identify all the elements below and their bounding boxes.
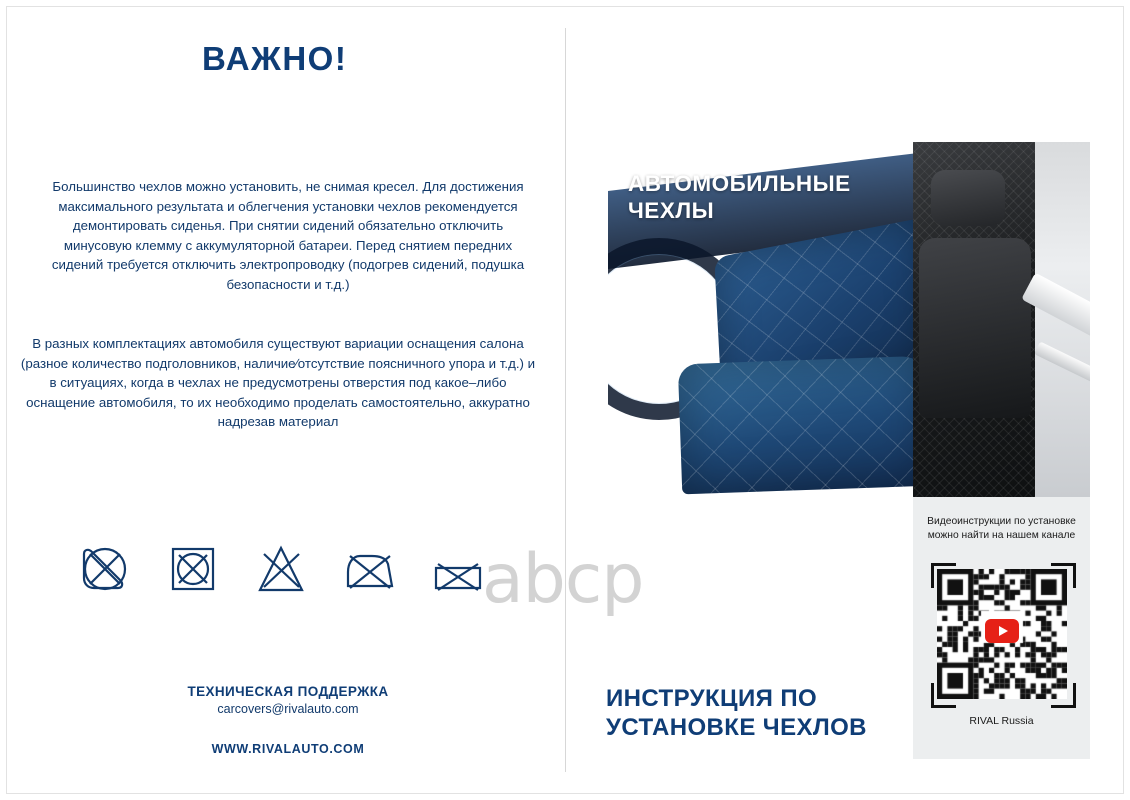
door-trim-shape [1034,341,1090,406]
qr-instruction-text: Видеоинструкции по установке можно найти на нашем канале [927,516,1076,541]
hero-image [608,142,1090,497]
warning-paragraph-1: Большинство чехлов можно установить, не снимая кресел. Для достижения максимального результата и облегчения установки чехлов рекомендуется демонтировать сиденья. При снятии сидений обязательно отключить минусовую клемму с аккумуляторной батареи. Перед снятием передних сидений требуется отключить электропроводку (подогрев сидений, подушка безопасности и т.д.) [51,179,525,292]
warning-paragraph-2: В разных комплектациях автомобиля существуют вариации оснащения салона (разное количество подголовников, наличие∕отсутствие поясничного упора и т.д.) и в ситуациях, когда в чехлах не предусмотрены отверстия под какое–либо оснащение автомобиля, то их необходимо проделать самостоятельно, аккуратно надрезав материал [20,336,536,429]
play-triangle-icon [999,626,1008,636]
qr-channel-name: RIVAL Russia [969,715,1034,727]
no-dry-clean-icon [430,542,486,598]
page-title: ВАЖНО! [202,40,348,77]
right-panel [566,12,1118,788]
hero-title: АВТОМОБИЛЬНЫЕ ЧЕХЛЫ [628,171,851,223]
instruction-heading: ИНСТРУКЦИЯ ПО УСТАНОВКЕ ЧЕХЛОВ [606,685,867,741]
care-symbols-row [78,542,498,612]
support-block [12,684,564,716]
left-panel [12,12,644,788]
abcp-watermark: abcp [482,540,644,619]
seat-shape [919,238,1031,418]
qr-card [913,497,1090,759]
website-url: WWW.RIVALAUTO.COM [211,742,365,756]
support-email: carcovers@rivalauto.com [217,702,359,716]
youtube-icon [985,619,1019,643]
hero-image-black-seat [913,142,1090,497]
no-bleach-icon [166,542,222,598]
hero-image-blue-interior [608,142,913,497]
support-title: ТЕХНИЧЕСКАЯ ПОДДЕРЖКА [187,684,389,699]
black-seat-area [913,142,1035,497]
quilt-pattern [678,356,913,495]
no-tumble-dry-icon [254,542,310,598]
seat-base-shape [678,356,913,495]
headrest-shape [931,170,1005,226]
no-iron-icon [342,542,398,598]
no-machine-wash-icon [78,542,134,598]
